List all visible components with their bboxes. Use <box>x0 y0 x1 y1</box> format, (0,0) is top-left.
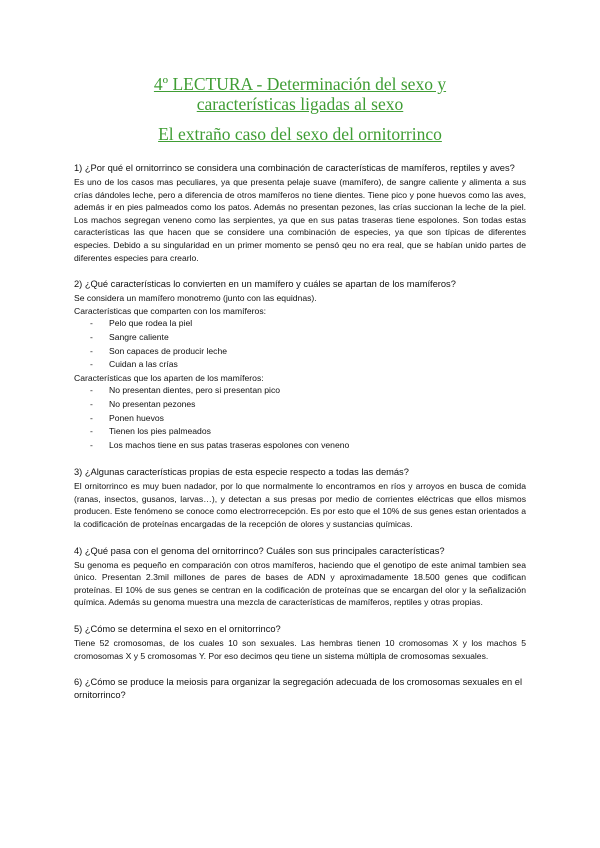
list-item: - Ponen huevos <box>74 412 526 426</box>
subtitle: El extraño caso del sexo del ornitorrinco <box>158 124 442 144</box>
answer-3: El ornitorrinco es muy buen nadador, por lo que normalmente lo encontramos en ríos y arroyos en busca de comida (ranas, insectos, gusanos, larvas…), y detectan a sus presas por medio de corrientes eléctricas que ellos mismos producen. Este fenómeno se conoce como electrorrecepción. Es por esto que el 10% de sus genes estan orientados a la codificación de proteínas encargadas de la recepción de olores y sustancias químicas. <box>74 481 526 530</box>
differ-list <box>74 384 526 452</box>
answer-1: Es uno de los casos mas peculiares, ya que presenta pelaje suave (mamífero), de sangre caliente y alimenta a sus crías dándoles leche, pero a diferencia de otros mamíferos no tiene dientes. Tiene pico y pone huevos como las aves, además ir en pies palmeados como los patos. Además no presentan pezones, las crías succionan la leche de la piel. Los machos segregan veneno como las serpientes, ya que en sus patas traseras tiene espolones. Son todas estas características las que hacen que se considere una combinación de especies, ya que son típicas de diferentes especies. Debido a su singularidad en un primer momento se pensó qeu no era real, que se habían unido partes de diferentes especies para crearlo. <box>74 177 526 263</box>
list-item: - Sangre caliente <box>74 331 526 345</box>
section-6 <box>74 676 526 702</box>
section-1 <box>74 162 526 264</box>
list-item: - No presentan dientes, pero si presentan pico <box>74 384 526 398</box>
list-item: - Son capaces de producir leche <box>74 345 526 359</box>
question-5: 5) ¿Cómo se determina el sexo en el ornitorrinco? <box>74 624 281 635</box>
title-line-2: características ligadas al sexo <box>196 94 404 114</box>
shared-list <box>74 317 526 371</box>
question-3: 3) ¿Algunas características propias de esta especie respecto a todas las demás? <box>74 467 409 478</box>
differ-label: Características que los aparten de los mamíferos: <box>74 372 264 383</box>
title-line-1: 4º LECTURA - Determinación del sexo y <box>153 74 447 94</box>
question-1: 1) ¿Por qué el ornitorrinco se considera una combinación de características de mamíferos, reptiles y aves? <box>74 163 515 173</box>
list-item: - Los machos tiene en sus patas traseras espolones con veneno <box>74 439 526 453</box>
answer-2-intro: Se considera un mamífero monotremo (junto con las equidnas). <box>74 293 317 304</box>
question-4: 4) ¿Qué pasa con el genoma del ornitorrinco? Cuáles son sus principales características? <box>74 545 445 556</box>
section-4 <box>74 545 526 609</box>
section-2 <box>74 278 526 452</box>
list-item: - No presentan pezones <box>74 398 526 412</box>
list-item: - Cuidan a las crías <box>74 358 526 372</box>
section-5 <box>74 623 526 662</box>
answer-5: Tiene 52 cromosomas, de los cuales 10 son sexuales. Las hembras tienen 10 cromosomas X y los machos 5 cromosomas X y 5 cromosomas Y. Por eso decimos qeu tiene un sistema múltipla de cromosomas sexuales. <box>74 638 526 661</box>
list-item: - Tienen los pies palmeados <box>74 425 526 439</box>
answer-4: Su genoma es pequeño en comparación con otros mamíferos, haciendo que el genotipo de este animal tambien sea único. Presentan 2.3mil millones de pares de bases de ADN y aproximadamente 18.500 genes que codifican proteínas. El 10% de sus genes se centran en la codificación de proteínas que se encargan del olor y la señalización química. Además su genoma muestra una mezcla de características de mamíferos, reptiles y otras propias. <box>74 559 526 608</box>
shared-label: Características que comparten con los mamíferos: <box>74 305 267 316</box>
list-item: - Pelo que rodea la piel <box>74 317 526 331</box>
question-2: 2) ¿Qué características lo convierten en un mamífero y cuáles se apartan de los mamíferos? <box>74 279 456 290</box>
section-3 <box>74 466 526 530</box>
question-6: 6) ¿Cómo se produce la meiosis para organizar la segregación adecuada de los cromosomas sexuales en el ornitorrinco? <box>74 677 523 701</box>
